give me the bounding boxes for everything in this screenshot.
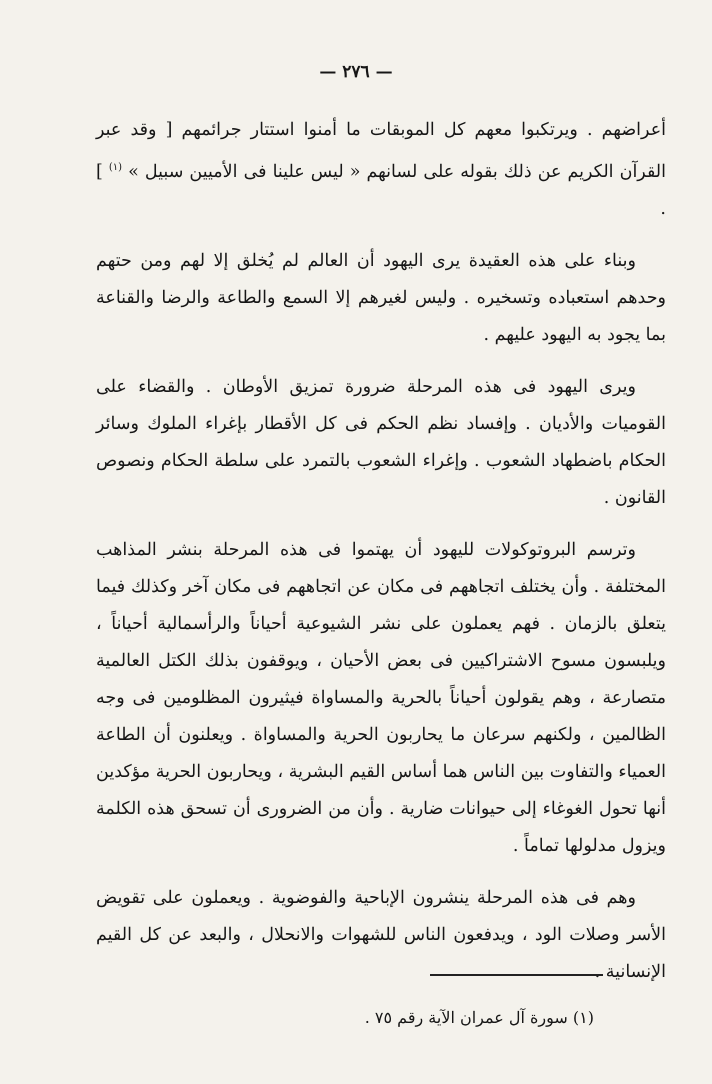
- paragraph-2: [96, 243, 666, 354]
- paragraph-3: [96, 369, 666, 517]
- footnote-divider: [430, 974, 603, 976]
- paragraph-3-text: ويرى اليهود فى هذه المرحلة ضرورة تمزيق الأوطان . والقضاء على القوميات والأديان . وإفساد نظم الحكم فى كل الأقطار بإغراء الملوك وسائر الحكام باضطهاد الشعوب . وإغراء الشعوب بالتمرد على سلطة الحكام ونصوص القانون .: [96, 376, 666, 508]
- paragraph-1-end: ] .: [96, 161, 666, 219]
- paragraph-5-text: وهم فى هذه المرحلة ينشرون الإباحية والفوضوية . ويعملون على تقويض الأسر وصلات الود ، ويدفعون الناس للشهوات والانحلال ، والبعد عن كل القيم الإنسانية .: [96, 887, 666, 982]
- footnote-reference: (١): [108, 162, 123, 173]
- paragraph-4: [96, 532, 666, 865]
- page-number: — ٢٧٦ —: [319, 62, 393, 82]
- paragraph-1-text: أعراضهم . ويرتكبوا معهم كل الموبقات ما أمنوا استتار جرائمهم [ وقد عبر القرآن الكريم عن ذلك بقوله على لسانهم « ليس علينا فى الأميين سبيل »: [96, 120, 667, 182]
- footnote: (١) سورة آل عمران الآية رقم ٧٥ .: [364, 1008, 594, 1027]
- paragraph-1: [96, 112, 666, 228]
- paragraph-2-text: وبناء على هذه العقيدة يرى اليهود أن العالم لم يُخلق إلا لهم ومن حتهم وحدهم استعباده وتسخيره . وليس لغيرهم إلا السمع والطاعة والرضا والقناعة بما يجود به اليهود عليهم .: [96, 250, 666, 345]
- body-text: [96, 112, 666, 991]
- paragraph-4-text: وترسم البروتوكولات لليهود أن يهتموا فى هذه المرحلة بنشر المذاهب المختلفة . وأن يختلف اتجاههم فى مكان عن اتجاههم فى مكان آخر وكذلك فيما يتعلق بالزمان . فهم يعملون على نشر الشيوعية أحياناً والرأسمالية أحياناً ، ويلبسون مسوح الاشتراكيين فى بعض الأحيان ، ويوقفون بذلك الكتل العالمية متصارعة ، وهم يقولون أحياناً بالحرية والمساواة فيثيرون المظلومين فى وجه الظالمين ، ولكنهم سرعان ما يحاربون الحرية والمساواة . ويعلنون أن الطاعة العمياء والتفاوت بين الناس هما أساس القيم البشرية ، ويحاربون الحرية مؤكدين أنها تحول الغوغاء إلى حيوانات ضارية . وأن من الضرورى أن تسحق هذه الكلمة ويزول مدلولها تماماً .: [96, 539, 666, 856]
